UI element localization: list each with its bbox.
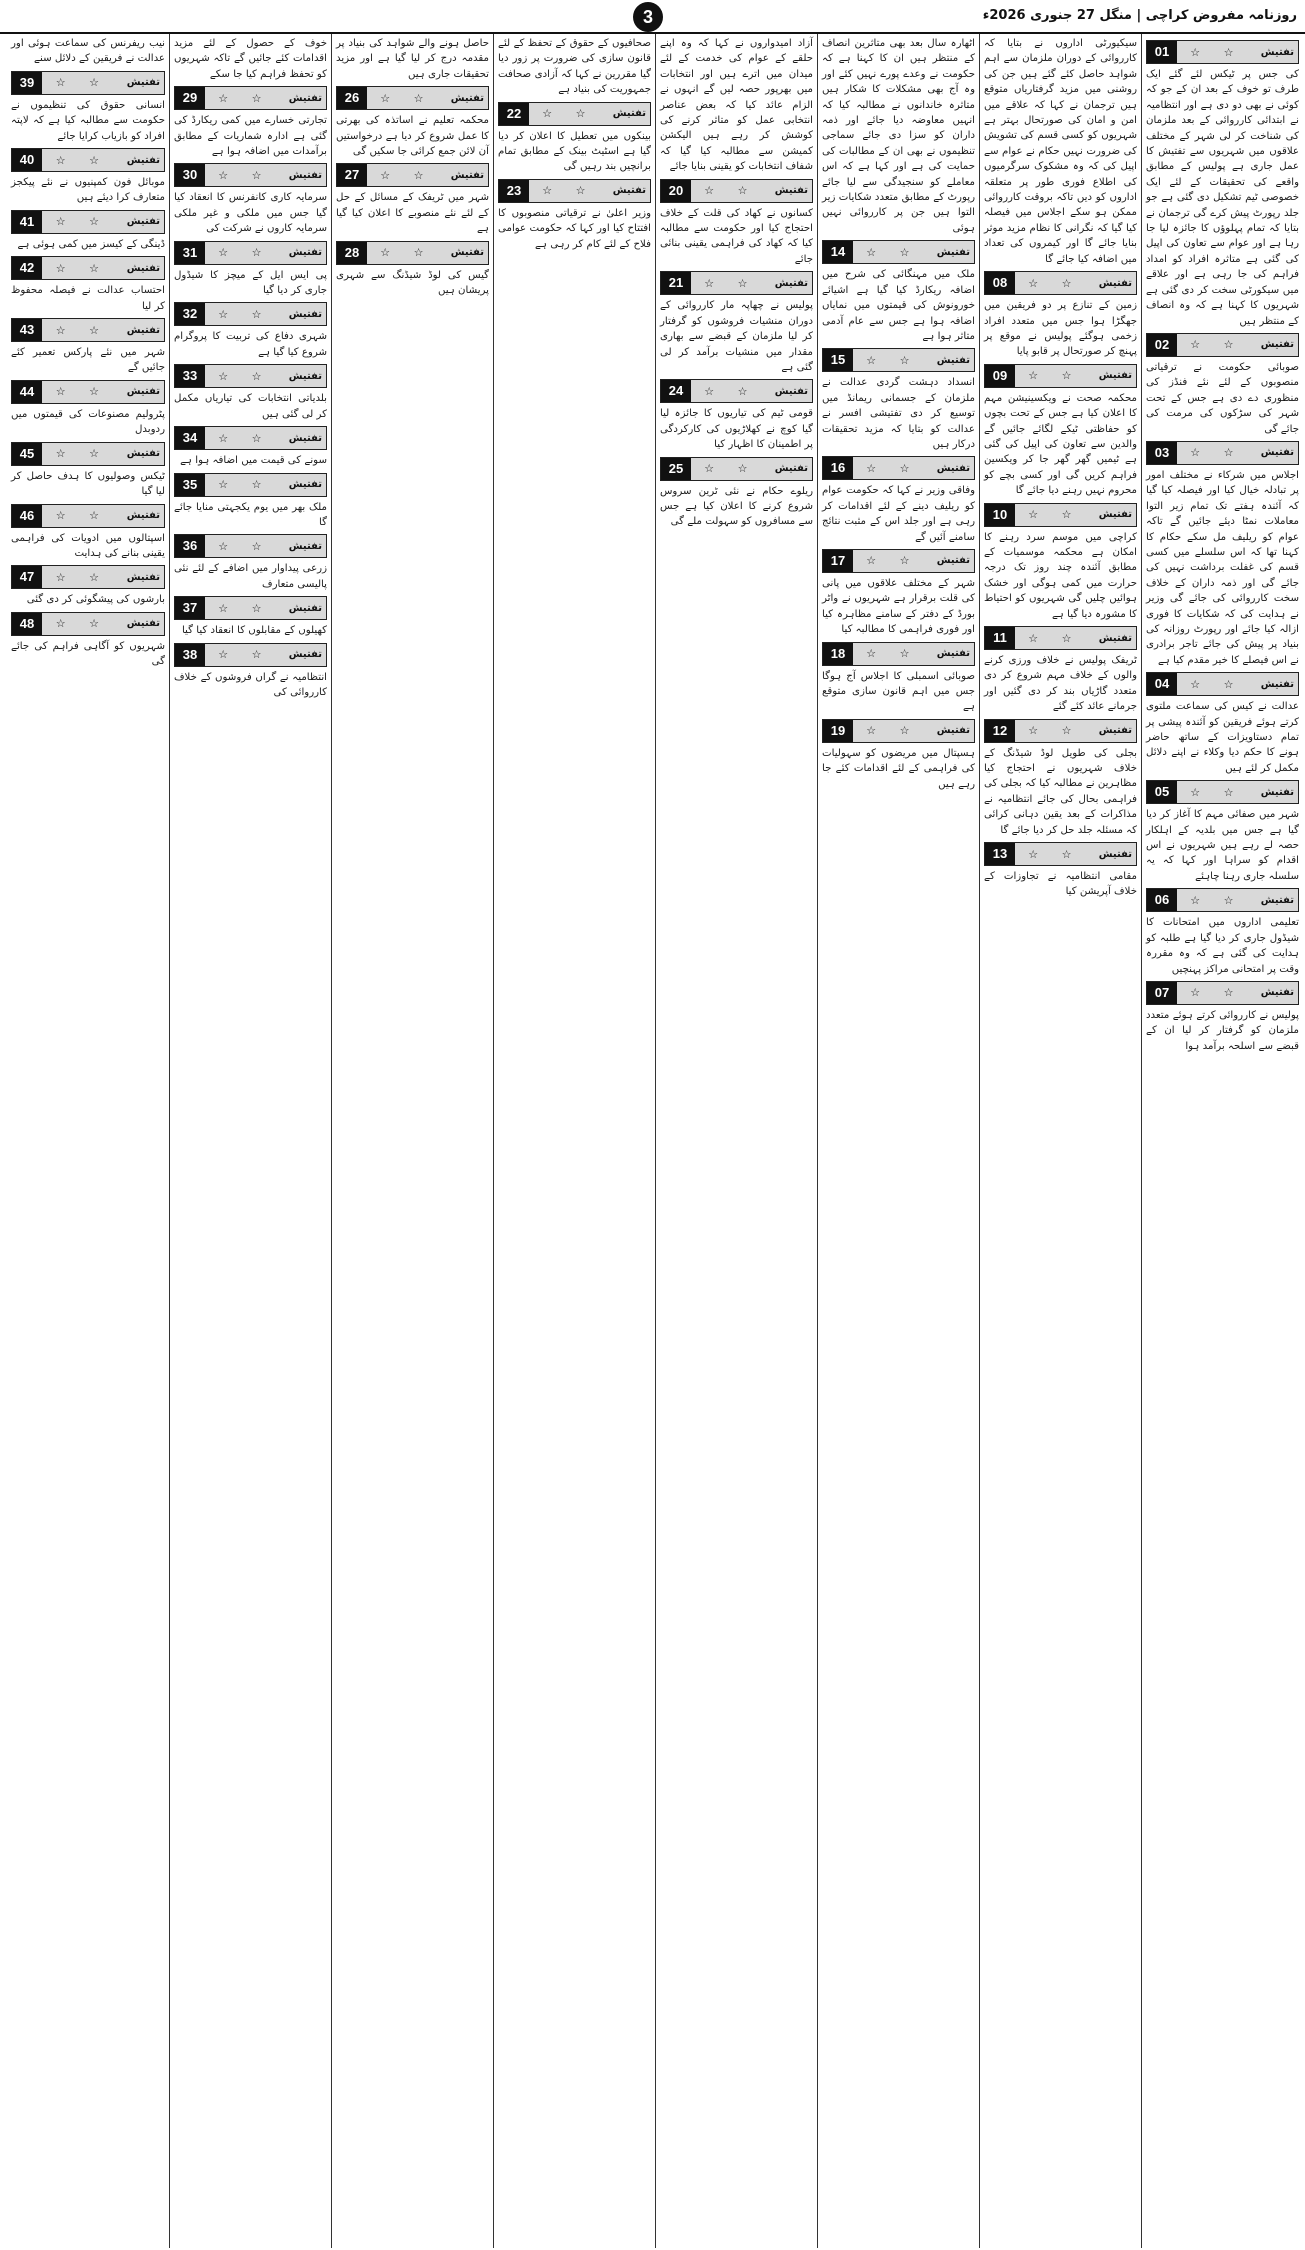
star-icons: ☆ ☆ — [1028, 508, 1082, 522]
news-item-number: 08 — [985, 272, 1015, 294]
news-item-header — [822, 719, 975, 743]
news-item-text: شہر میں نئے پارکس تعمیر کئے جائیں گے — [11, 347, 165, 374]
news-item-header — [984, 842, 1137, 866]
news-item-text: محکمہ تعلیم نے اساتذہ کی بھرتی کا عمل شروع کر دیا ہے درخواستیں آن لائن جمع کرائی جا سکیں گی — [336, 115, 489, 158]
news-item-number: 27 — [337, 164, 367, 186]
news-item-label: تفتیش — [288, 540, 322, 552]
news-item-label: تفتیش — [774, 185, 808, 197]
news-item-header — [660, 179, 813, 203]
news-item-header — [11, 71, 165, 95]
star-icons: ☆ ☆ — [866, 647, 920, 661]
star-icons: ☆ ☆ — [866, 724, 920, 738]
news-item-header — [1146, 40, 1299, 64]
news-item-header — [174, 163, 327, 187]
star-icons: ☆ ☆ — [380, 91, 434, 105]
news-item-header — [984, 503, 1137, 527]
star-icons: ☆ ☆ — [1190, 677, 1244, 691]
news-item-label: تفتیش — [774, 385, 808, 397]
news-item-number: 29 — [175, 87, 205, 109]
news-item-header — [174, 426, 327, 450]
column-3 — [817, 34, 979, 2248]
news-item-number: 36 — [175, 535, 205, 557]
news-item-number: 04 — [1147, 673, 1177, 695]
news-item-header — [336, 241, 489, 265]
news-item-header — [1146, 672, 1299, 696]
news-item-text: بینکوں میں تعطیل کا اعلان کر دیا گیا ہے اسٹیٹ بینک کے مطابق تمام برانچیں بند رہیں گی — [498, 130, 651, 173]
news-item-header — [984, 271, 1137, 295]
masthead — [0, 0, 1305, 34]
news-item-text: شہر میں صفائی مہم کا آغاز کر دیا گیا ہے جس میں بلدیہ کے اہلکار حصہ لے رہے ہیں شہریوں نے اس اقدام کو سراہا اور کہا کہ یہ سلسلہ جاری رہنا چاہئے — [1146, 809, 1299, 882]
news-item-header — [174, 473, 327, 497]
news-item-header — [984, 626, 1137, 650]
news-item-text: تجارتی خسارے میں کمی ریکارڈ کی گئی ہے ادارہ شماریات کے مطابق برآمدات میں اضافہ ہوا ہے — [174, 115, 327, 158]
news-item-label: تفتیش — [450, 247, 484, 259]
news-item-number: 40 — [12, 149, 42, 171]
news-item-header — [984, 719, 1137, 743]
news-item-label: تفتیش — [126, 571, 160, 583]
star-icons: ☆ ☆ — [1190, 338, 1244, 352]
news-item-text: اجلاس میں شرکاء نے مختلف امور پر تبادلہ خیال کیا اور فیصلہ کیا گیا کہ آئندہ ہفتے تک تمام زیر التوا معاملات نمٹا دیئے جائیں گے تاکہ عوام کو ریلیف مل سکے حکام کا کہنا تھا کہ اس سلسلے میں کسی قسم کی غفلت برداشت نہیں کی جائے گی اور ذمہ داران کے خلاف سخت کارروائی کی جائے گی وزیر نے ہدایت کی کہ شکایات کا فوری ازالہ کیا جائے اور رپورٹ روزانہ کی بنیاد پر پیش کی جائے تاجر برادری نے اس فیصلے کا خیر مقدم کیا ہے — [1146, 469, 1299, 666]
news-item-text: پولیس نے کارروائی کرتے ہوئے متعدد ملزمان کو گرفتار کر لیا ان کے قبضے سے اسلحہ برآمد ہوا — [1146, 1009, 1299, 1052]
news-item-text: موبائل فون کمپنیوں نے نئے پیکجز متعارف کرا دیئے ہیں — [11, 177, 165, 204]
news-item-text: اٹھارہ سال بعد بھی متاثرین انصاف کے منتظر ہیں ان کا کہنا ہے کہ حکومت نے وعدے پورے نہیں کئے اور وہ آج بھی مشکلات کا شکار ہیں متاثرہ خاندانوں نے مطالبہ کیا کہ انہیں معاوضہ دیا جائے اور ذمہ داران کو سزا دی جائے سماجی تنظیموں نے بھی ان کے مطالبات کی حمایت کی ہے اور کہا ہے کہ اس معاملے کو سنجیدگی سے لیا جائے رپورٹ کے مطابق متعدد شکایات زیر التوا ہیں جن پر کارروائی نہیں ہوئی — [822, 38, 975, 234]
news-item-label: تفتیش — [774, 463, 808, 475]
news-item-label: تفتیش — [1098, 277, 1132, 289]
star-icons: ☆ ☆ — [1190, 893, 1244, 907]
news-item-header — [822, 348, 975, 372]
column-8 — [7, 34, 169, 2248]
news-item-header — [822, 642, 975, 666]
star-icons: ☆ ☆ — [218, 431, 272, 445]
news-item-number: 03 — [1147, 442, 1177, 464]
news-item-number: 45 — [12, 443, 42, 465]
star-icons: ☆ ☆ — [218, 369, 272, 383]
news-item-label: تفتیش — [288, 169, 322, 181]
news-item-label: تفتیش — [288, 649, 322, 661]
news-item-number: 17 — [823, 550, 853, 572]
news-item-header — [660, 271, 813, 295]
star-icons: ☆ ☆ — [866, 554, 920, 568]
news-item-header — [11, 565, 165, 589]
news-item-text: بارشوں کی پیشگوئی کر دی گئی — [26, 594, 165, 606]
news-item-number: 41 — [12, 211, 42, 233]
star-icons: ☆ ☆ — [866, 245, 920, 259]
news-item-number: 31 — [175, 242, 205, 264]
news-item-number: 34 — [175, 427, 205, 449]
star-icons: ☆ ☆ — [55, 570, 109, 584]
star-icons: ☆ ☆ — [1190, 785, 1244, 799]
news-item-text: ملک میں مہنگائی کی شرح میں اضافہ ریکارڈ کیا گیا ہے اشیائے خورونوش کی قیمتوں میں نمایاں اضافہ ہوا ہے جس سے عام آدمی متاثر ہوا ہے — [822, 269, 975, 342]
news-item-label: تفتیش — [936, 648, 970, 660]
news-item-number: 06 — [1147, 889, 1177, 911]
star-icons: ☆ ☆ — [1190, 446, 1244, 460]
news-item-header — [660, 457, 813, 481]
news-item-text: سونے کی قیمت میں اضافہ ہوا ہے — [180, 455, 327, 467]
news-item-header — [498, 102, 651, 126]
news-item-number: 18 — [823, 643, 853, 665]
news-item-label: تفتیش — [1098, 370, 1132, 382]
news-item-text: پولیس نے چھاپہ مار کارروائی کے دوران منشیات فروشوں کو گرفتار کر لیا ملزمان کے قبضے سے بھاری مقدار میں منشیات برآمد کر لی گئی ہے — [660, 300, 813, 373]
news-item-text: کراچی میں موسم سرد رہنے کا امکان ہے محکمہ موسمیات کے مطابق آئندہ چند روز تک درجہ حرارت میں کمی ہوگی اور خشک ہوائیں چلیں گی شہریوں کو احتیاط کا مشورہ دیا گیا ہے — [984, 531, 1137, 620]
star-icons: ☆ ☆ — [1190, 45, 1244, 59]
star-icons: ☆ ☆ — [1028, 847, 1082, 861]
news-item-text: عدالت نے کیس کی سماعت ملتوی کرتے ہوئے فریقین کو آئندہ پیشی پر تمام دستاویزات کے ساتھ حاضر ہونے کا حکم دیا وکلاء نے اپنے دلائل مکمل کر لئے ہیں — [1146, 701, 1299, 774]
newspaper-columns — [2, 34, 1303, 2248]
news-item-number: 35 — [175, 474, 205, 496]
news-item-text: کسانوں نے کھاد کی قلت کے خلاف احتجاج کیا اور حکومت سے مطالبہ کیا کہ کھاد کی فراہمی یقینی بنائی جائے — [660, 207, 813, 265]
news-item-text: پٹرولیم مصنوعات کی قیمتوں میں ردوبدل — [11, 408, 165, 436]
star-icons: ☆ ☆ — [704, 462, 758, 476]
star-icons: ☆ ☆ — [218, 648, 272, 662]
news-item-header — [11, 318, 165, 342]
star-icons: ☆ ☆ — [380, 246, 434, 260]
news-item-header — [984, 364, 1137, 388]
news-item-label: تفتیش — [450, 169, 484, 181]
news-item-header — [11, 442, 165, 466]
star-icons: ☆ ☆ — [218, 478, 272, 491]
star-icons: ☆ ☆ — [1190, 986, 1244, 1000]
news-item-text: شہریوں کو آگاہی فراہم کی جائے گی — [11, 640, 165, 668]
news-item-header — [174, 302, 327, 326]
star-icons: ☆ ☆ — [218, 168, 272, 182]
column-2 — [979, 34, 1141, 2248]
news-item-number: 02 — [1147, 334, 1177, 356]
star-icons: ☆ ☆ — [704, 184, 758, 198]
news-item-label: تفتیش — [288, 308, 322, 320]
news-item-text: اسپتالوں میں ادویات کی فراہمی یقینی بنانے کی ہدایت — [11, 532, 165, 559]
news-item-header — [1146, 780, 1299, 804]
news-item-text: محکمہ صحت نے ویکسینیشن مہم کا اعلان کیا ہے جس کے تحت بچوں کو حفاظتی ٹیکے لگائے جائیں گے والدین سے تعاون کی اپیل کی گئی ہے ٹیمیں گھر گھر جا کر ویکسین فراہم کریں گی اور کسی بچے کو محروم نہیں رہنے دیا جائے گا — [984, 392, 1137, 497]
news-item-label: تفتیش — [288, 432, 322, 444]
news-item-label: تفتیش — [936, 246, 970, 258]
news-item-header — [1146, 981, 1299, 1005]
news-item-number: 28 — [337, 242, 367, 264]
news-item-number: 30 — [175, 164, 205, 186]
news-item-header — [1146, 333, 1299, 357]
star-icons: ☆ ☆ — [1028, 724, 1082, 738]
star-icons: ☆ ☆ — [866, 461, 920, 475]
column-6 — [331, 34, 493, 2248]
news-item-header — [336, 86, 489, 110]
news-item-text: ہسپتال میں مریضوں کو سہولیات کی فراہمی کے لئے اقدامات کئے جا رہے ہیں — [822, 747, 975, 790]
news-item-header — [11, 210, 165, 234]
news-item-text: مقامی انتظامیہ نے تجاوزات کے خلاف آپریشن کیا — [984, 871, 1137, 898]
news-item-text: نیب ریفرنس کی سماعت ہوئی اور عدالت نے فریقین کے دلائل سنے — [11, 38, 165, 65]
news-item-text: صوبائی اسمبلی کا اجلاس آج ہوگا جس میں اہم قانون سازی متوقع ہے — [822, 670, 975, 713]
news-item-label: تفتیش — [1260, 447, 1294, 459]
news-item-text: کی جس پر ٹیکس لئے گئے ایک طرف تو خوف کے بعد ان کے جو کہ کوئی نے بھی دو دی ہے اور انتظامیہ نے ابتدائی کارروائی کے بعد ملزمان کی شناخت کر لی شہر کے مختلف علاقوں میں شہریوں سے تفتیش کا عمل جاری ہے پولیس کے مطابق واقعے کی تحقیقات کے لئے ایک خصوصی ٹیم تشکیل دی گئی ہے جو جلد رپورٹ پیش کرے گی ترجمان نے بتایا کہ تمام پہلوؤں کا جائزہ لیا جا رہا ہے اور عوام سے تعاون کی اپیل کی گئی ہے متاثرہ افراد کو امداد فراہم کی جا رہی ہے اور علاقے میں سیکورٹی سخت کر دی گئی ہے شہریوں کا کہنا ہے کہ وہ انصاف کے منتظر ہیں — [1146, 69, 1299, 327]
news-item-header — [174, 241, 327, 265]
news-item-text: حاصل ہونے والے شواہد کی بنیاد پر مقدمہ درج کر لیا گیا ہے اور مزید تحقیقات جاری ہیں — [336, 38, 489, 80]
column-5 — [493, 34, 655, 2248]
news-item-number: 39 — [12, 72, 42, 94]
news-item-label: تفتیش — [1260, 786, 1294, 798]
news-item-text: انسانی حقوق کی تنظیموں نے حکومت سے مطالبہ کیا ہے کہ لاپتہ افراد کو بازیاب کرایا جائے — [11, 99, 165, 142]
news-item-text: ڈینگی کے کیسز میں کمی ہوئی ہے — [17, 238, 165, 250]
news-item-header — [822, 240, 975, 264]
news-item-number: 48 — [12, 613, 42, 635]
news-item-label: تفتیش — [1260, 894, 1294, 906]
news-item-text: قومی ٹیم کی تیاریوں کا جائزہ لیا گیا کوچ نے کھلاڑیوں کی کارکردگی پر اطمینان کا اظہار کیا — [660, 408, 813, 451]
news-item-label: تفتیش — [126, 216, 160, 228]
news-item-text: شہر کے مختلف علاقوں میں پانی کی قلت برقرار ہے شہریوں نے واٹر بورڈ کے دفتر کے سامنے مظاہرہ کیا اور فوری فراہمی کا مطالبہ کیا — [822, 577, 975, 636]
news-item-text: کھیلوں کے مقابلوں کا انعقاد کیا گیا — [181, 625, 327, 637]
star-icons: ☆ ☆ — [218, 307, 272, 321]
news-item-number: 05 — [1147, 781, 1177, 803]
news-item-label: تفتیش — [126, 154, 160, 166]
news-item-text: ملک بھر میں یوم یکجہتی منایا جائے گا — [174, 501, 327, 528]
news-item-number: 11 — [985, 627, 1015, 649]
news-item-label: تفتیش — [1098, 509, 1132, 521]
news-item-text: وزیر اعلیٰ نے ترقیاتی منصوبوں کا افتتاح کیا اور کہا کہ حکومت عوامی فلاح کے لئے کام کر رہی ہے — [498, 207, 651, 250]
news-item-number: 46 — [12, 505, 42, 527]
news-item-text: صحافیوں کے حقوق کے تحفظ کے لئے قانون سازی کی ضرورت پر زور دیا گیا مقررین نے کہا کہ آزادی صحافت جمہوریت کی بنیاد ہے — [498, 38, 651, 96]
news-item-label: تفتیش — [288, 370, 322, 382]
news-item-header — [1146, 441, 1299, 465]
news-item-header — [174, 364, 327, 388]
star-icons: ☆ ☆ — [55, 617, 109, 631]
news-item-label: تفتیش — [288, 247, 322, 259]
news-item-number: 01 — [1147, 41, 1177, 63]
news-item-label: تفتیش — [936, 354, 970, 366]
news-item-number: 13 — [985, 843, 1015, 865]
news-item-label: تفتیش — [936, 462, 970, 474]
news-item-header — [174, 86, 327, 110]
news-item-number: 16 — [823, 457, 853, 479]
star-icons: ☆ ☆ — [55, 509, 109, 522]
news-item-header — [11, 504, 165, 528]
news-item-number: 42 — [12, 257, 42, 279]
news-item-number: 20 — [661, 180, 691, 202]
star-icons: ☆ ☆ — [704, 384, 758, 398]
news-item-header — [174, 643, 327, 667]
star-icons: ☆ ☆ — [218, 91, 272, 105]
news-item-text: تعلیمی اداروں میں امتحانات کا شیڈول جاری کر دیا گیا ہے طلبہ کو ہدایت کی گئی ہے کہ وہ مقررہ وقت پر امتحانی مراکز پہنچیں — [1146, 917, 1299, 975]
star-icons: ☆ ☆ — [1028, 276, 1082, 290]
news-item-number: 19 — [823, 720, 853, 742]
star-icons: ☆ ☆ — [218, 539, 272, 553]
news-item-number: 47 — [12, 566, 42, 588]
news-item-number: 12 — [985, 720, 1015, 742]
news-item-label: تفتیش — [288, 479, 322, 490]
star-icons: ☆ ☆ — [542, 184, 596, 198]
news-item-label: تفتیش — [1098, 725, 1132, 737]
news-item-text: شہر میں ٹریفک کے مسائل کے حل کے لئے نئے منصوبے کا اعلان کیا گیا ہے — [336, 192, 489, 235]
star-icons: ☆ ☆ — [55, 153, 109, 167]
news-item-header — [11, 612, 165, 636]
news-item-label: تفتیش — [1260, 46, 1294, 58]
star-icons: ☆ ☆ — [866, 353, 920, 367]
star-icons: ☆ ☆ — [55, 385, 109, 399]
news-item-number: 07 — [1147, 982, 1177, 1004]
news-item-text: پی ایس ایل کے میچز کا شیڈول جاری کر دیا گیا — [174, 269, 327, 297]
news-item-number: 09 — [985, 365, 1015, 387]
star-icons: ☆ ☆ — [704, 276, 758, 290]
news-item-text: ٹریفک پولیس نے خلاف ورزی کرنے والوں کے خلاف مہم شروع کر دی متعدد گاڑیاں بند کر دی گئیں اور جرمانے عائد کئے گئے — [984, 655, 1137, 713]
news-item-text: سیکیورٹی اداروں نے بتایا کہ کارروائی کے دوران ملزمان سے اہم شواہد حاصل کئے گئے ہیں جن کی روشنی میں مزید گرفتاریاں متوقع ہیں ترجمان نے کہا کہ علاقے میں امن و امان کی صورتحال بہتر ہے شہریوں کو کسی قسم کی تشویش کی ضرورت نہیں حکام نے عوام سے اپیل کی کہ وہ مشکوک سرگرمیوں کی اطلاع فوری طور پر متعلقہ اداروں کو دیں تاکہ بروقت کارروائی ممکن ہو سکے اجلاس میں فیصلہ کیا گیا کہ نگرانی کا نظام مزید موثر بنایا جائے گا اور کیمروں کی تعداد میں اضافہ کیا جائے گا — [984, 38, 1137, 265]
news-item-text: بجلی کی طویل لوڈ شیڈنگ کے خلاف شہریوں نے احتجاج کیا مظاہرین نے مطالبہ کیا کہ بجلی کی فراہمی بحال کی جائے انتظامیہ نے مذاکرات کے بعد یقین دہانی کرائی کہ مسئلہ جلد حل کر دیا جائے گا — [984, 747, 1137, 836]
news-item-number: 15 — [823, 349, 853, 371]
news-item-number: 44 — [12, 381, 42, 403]
news-item-label: تفتیش — [126, 77, 160, 89]
news-item-text: ریلوے حکام نے نئی ٹرین سروس شروع کرنے کا اعلان کیا ہے جس سے مسافروں کو سہولت ملے گی — [660, 485, 813, 528]
star-icons: ☆ ☆ — [1028, 631, 1082, 645]
news-item-text: احتساب عدالت نے فیصلہ محفوظ کر لیا — [11, 285, 165, 312]
news-item-header — [11, 148, 165, 172]
star-icons: ☆ ☆ — [380, 168, 434, 182]
news-item-number: 37 — [175, 597, 205, 619]
news-item-header — [822, 549, 975, 573]
news-item-number: 43 — [12, 319, 42, 341]
news-item-number: 33 — [175, 365, 205, 387]
star-icons: ☆ ☆ — [55, 447, 109, 461]
news-item-text: زرعی پیداوار میں اضافے کے لئے نئی پالیسی متعارف — [174, 563, 327, 590]
page-number: 3 — [633, 2, 663, 32]
news-item-label: تفتیش — [450, 92, 484, 104]
news-item-text: خوف کے حصول کے لئے مزید اقدامات کئے جائیں گے تاکہ شہریوں کو تحفظ فراہم کیا جا سکے — [174, 38, 327, 80]
news-item-number: 23 — [499, 180, 529, 202]
news-item-label: تفتیش — [126, 386, 160, 398]
news-item-text: سرمایہ کاری کانفرنس کا انعقاد کیا گیا جس میں ملکی و غیر ملکی سرمایہ کاروں نے شرکت کی — [174, 192, 327, 235]
news-item-text: وفاقی وزیر نے کہا کہ حکومت عوام کو ریلیف دینے کے لئے اقدامات کر رہی ہے اور جلد اس کے مثبت نتائج سامنے آئیں گے — [822, 485, 975, 543]
news-item-label: تفتیش — [1098, 632, 1132, 644]
news-item-number: 32 — [175, 303, 205, 325]
news-item-label: تفتیش — [612, 185, 646, 197]
news-item-label: تفتیش — [126, 618, 160, 630]
column-7 — [169, 34, 331, 2248]
news-item-text: ٹیکس وصولیوں کا ہدف حاصل کر لیا گیا — [11, 470, 165, 498]
news-item-header — [822, 456, 975, 480]
column-1 — [1141, 34, 1303, 2248]
news-item-label: تفتیش — [612, 108, 646, 120]
star-icons: ☆ ☆ — [55, 261, 109, 275]
star-icons: ☆ ☆ — [218, 601, 272, 615]
news-item-label: تفتیش — [936, 555, 970, 567]
news-item-text: گیس کی لوڈ شیڈنگ سے شہری پریشان ہیں — [336, 269, 489, 297]
news-item-label: تفتیش — [126, 262, 160, 274]
news-item-label: تفتیش — [1260, 678, 1294, 690]
news-item-header — [498, 179, 651, 203]
news-item-label: تفتیش — [1260, 987, 1294, 999]
news-item-header — [1146, 888, 1299, 912]
news-item-label: تفتیش — [774, 277, 808, 289]
news-item-text: انتظامیہ نے گراں فروشوں کے خلاف کارروائی کی — [174, 671, 327, 698]
news-item-label: تفتیش — [126, 324, 160, 336]
news-item-header — [336, 163, 489, 187]
news-item-number: 10 — [985, 504, 1015, 526]
star-icons: ☆ ☆ — [55, 215, 109, 229]
news-item-label: تفتیش — [1260, 339, 1294, 351]
star-icons: ☆ ☆ — [55, 323, 109, 337]
star-icons: ☆ ☆ — [218, 246, 272, 260]
news-item-number: 21 — [661, 272, 691, 294]
star-icons: ☆ ☆ — [1028, 369, 1082, 383]
news-item-number: 22 — [499, 103, 529, 125]
date-line: روزنامہ مفروض کراچی | منگل 27 جنوری 2026ء — [982, 8, 1297, 23]
news-item-text: آزاد امیدواروں نے کہا کہ وہ اپنے حلقے کے عوام کی خدمت کے لئے میدان میں اترے ہیں اور انتخابات میں بھرپور حصہ لیں گے انہوں نے الزام عائد کیا کہ بعض عناصر انتخابی عمل کو متاثر کرنے کی کوشش کر رہے ہیں الیکشن کمیشن سے مطالبہ کیا گیا کہ شفاف انتخابات کو یقینی بنایا جائے — [660, 38, 813, 173]
star-icons: ☆ ☆ — [55, 76, 109, 90]
column-4 — [655, 34, 817, 2248]
news-item-header — [11, 256, 165, 280]
news-item-text: شہری دفاع کی تربیت کا پروگرام شروع کیا گیا ہے — [174, 331, 327, 358]
news-item-number: 24 — [661, 380, 691, 402]
news-item-label: تفتیش — [1098, 848, 1132, 860]
news-item-header — [660, 379, 813, 403]
news-item-number: 26 — [337, 87, 367, 109]
news-item-label: تفتیش — [288, 92, 322, 104]
news-item-number: 14 — [823, 241, 853, 263]
news-item-header — [11, 380, 165, 404]
news-item-header — [174, 596, 327, 620]
news-item-label: تفتیش — [126, 510, 160, 521]
news-item-number: 38 — [175, 644, 205, 666]
news-item-text: صوبائی حکومت نے ترقیاتی منصوبوں کے لئے نئے فنڈز کی منظوری دے دی ہے جس کے تحت شہر کی سڑکوں کی مرمت کی جائے گی — [1146, 361, 1299, 435]
news-item-text: بلدیاتی انتخابات کی تیاریاں مکمل کر لی گئی ہیں — [174, 393, 327, 420]
news-item-header — [174, 534, 327, 558]
news-item-label: تفتیش — [936, 725, 970, 737]
news-item-text: انسداد دہشت گردی عدالت نے ملزمان کے جسمانی ریمانڈ میں توسیع کر دی تفتیشی افسر نے عدالت کو بتایا کہ مزید تحقیقات درکار ہیں — [822, 377, 975, 450]
news-item-label: تفتیش — [126, 448, 160, 460]
news-item-text: زمین کے تنازع پر دو فریقین میں جھگڑا ہوا جس میں متعدد افراد زخمی ہوگئے پولیس نے موقع پر پہنچ کر صورتحال پر قابو پایا — [984, 300, 1137, 358]
news-item-number: 25 — [661, 458, 691, 480]
news-item-label: تفتیش — [288, 602, 322, 614]
star-icons: ☆ ☆ — [542, 107, 596, 121]
